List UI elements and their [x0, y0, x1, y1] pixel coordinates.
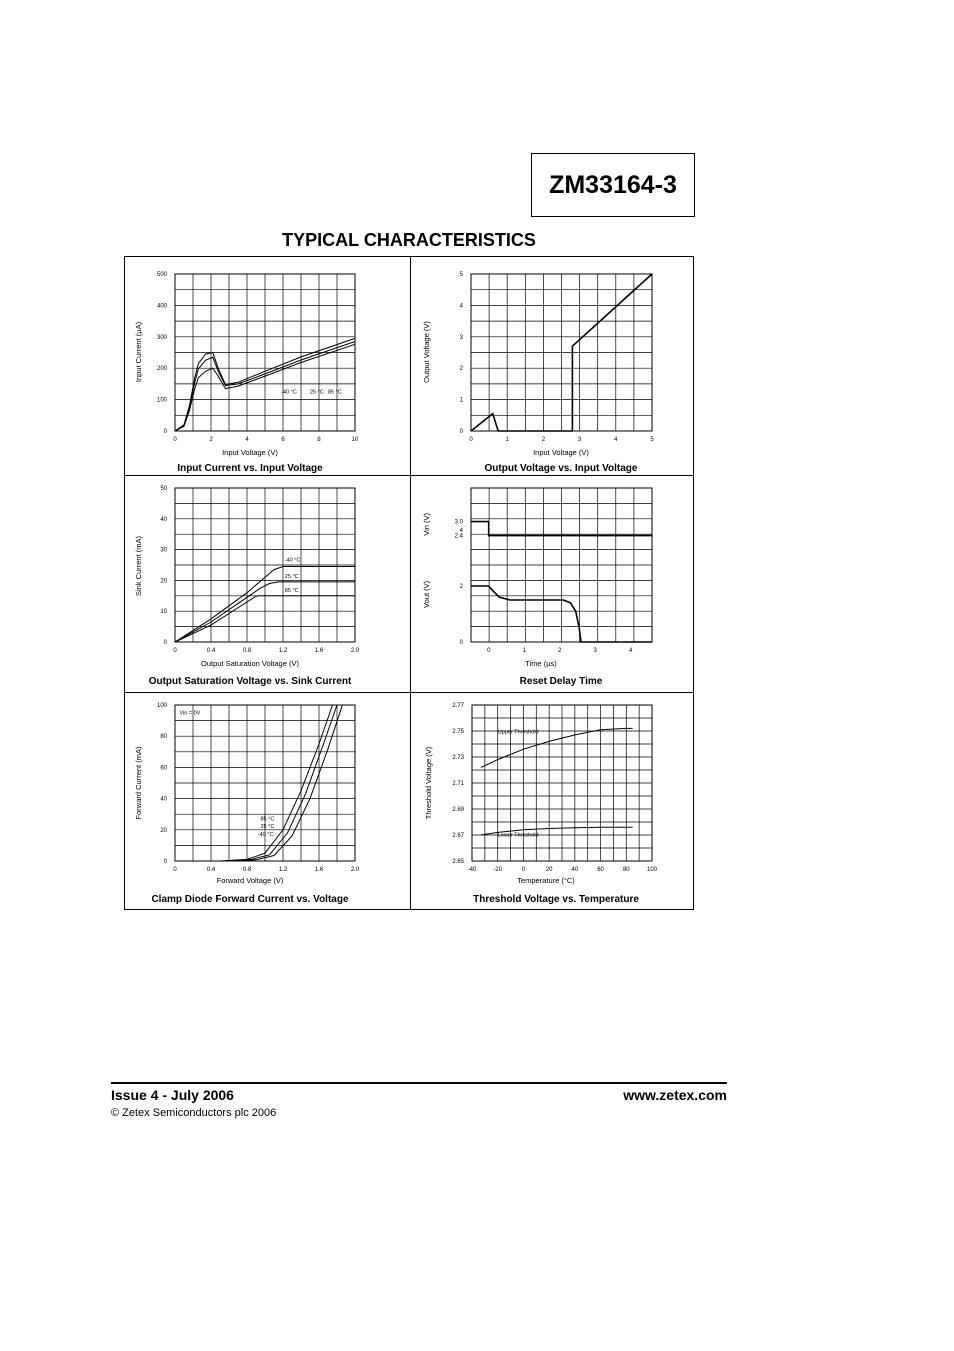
chart-sink-current	[125, 476, 410, 692]
y-tick-label: 30	[160, 547, 167, 554]
y-tick-label: 400	[156, 303, 167, 310]
x-tick-label: 1	[505, 437, 509, 443]
series-annotation: 25 °C	[260, 824, 275, 831]
x-tick-label: 1.6	[314, 648, 324, 654]
y-tick-label: 50	[160, 486, 167, 492]
x-tick-label: 4	[245, 437, 249, 443]
x-tick-label: 0	[521, 867, 526, 873]
y-tick-label: 5	[459, 272, 463, 278]
y-tick-label: 20	[160, 827, 167, 834]
chart-clamp-diode	[125, 693, 410, 909]
chart-grid	[175, 274, 355, 431]
x-tick-label: 0	[173, 648, 177, 654]
x-tick-label: 10	[351, 437, 359, 443]
y-tick-label: 1	[459, 397, 463, 404]
y-axis-label: Forward Current (mA)	[134, 746, 143, 820]
y-axis-label: Sink Current (mA)	[134, 535, 143, 597]
footer-rule	[111, 1082, 727, 1084]
y-tick-label: 4	[459, 303, 463, 310]
x-tick-label: 0.8	[242, 867, 252, 873]
y-tick-label: 2.4	[454, 533, 463, 540]
chart-svg	[125, 693, 410, 909]
figure-grid	[124, 256, 694, 910]
x-tick-label: 5	[650, 437, 654, 443]
y-tick-label: 40	[160, 516, 167, 523]
y-axis-label: Input Current (µA)	[134, 321, 143, 383]
y-tick-label: 4	[459, 528, 463, 534]
chart-caption: Reset Delay Time	[519, 676, 603, 687]
x-tick-label: 3	[577, 437, 582, 443]
chart-caption: Threshold Voltage vs. Temperature	[473, 894, 639, 905]
y-tick-label: 2.67	[452, 833, 464, 839]
x-tick-label: -40	[467, 867, 477, 873]
chart-caption: Input Current vs. Input Voltage	[177, 463, 323, 474]
chart-threshold	[411, 693, 695, 909]
y-tick-label: 2.73	[452, 755, 464, 761]
x-tick-label: 0.4	[206, 867, 216, 873]
x-tick-label: 2	[558, 648, 562, 654]
y-tick-label: 2.75	[452, 729, 464, 735]
y-tick-label: 0	[163, 859, 167, 865]
x-tick-label: 8	[317, 437, 321, 443]
y-tick-label: 2.71	[452, 781, 464, 787]
footer-url: www.zetex.com	[623, 1087, 727, 1103]
footer-issue: Issue 4 - July 2006	[111, 1087, 234, 1103]
x-tick-label: 2.0	[350, 867, 360, 873]
x-tick-label: 4	[629, 648, 633, 654]
series-annotation: Lower Threshold	[497, 832, 539, 839]
x-tick-label: 1	[522, 648, 526, 654]
x-tick-label: 2	[541, 437, 546, 443]
x-tick-label: 6	[281, 437, 285, 443]
y-tick-label: 10	[160, 609, 167, 616]
y-tick-label: 2	[459, 584, 463, 590]
series-annotation: -40 °C	[281, 389, 297, 396]
x-tick-label: 1.2	[278, 648, 288, 654]
x-tick-label: 0	[173, 867, 177, 873]
chart-svg	[411, 693, 695, 909]
chart-output-voltage	[411, 257, 695, 475]
y-tick-label: 60	[160, 765, 167, 772]
y-tick-label: 2	[459, 366, 463, 373]
chart-grid	[175, 488, 355, 642]
chart-caption: Clamp Diode Forward Current vs. Voltage	[151, 894, 349, 905]
chart-input-current	[125, 257, 410, 475]
series-annotation: Upper Threshold	[497, 729, 539, 736]
x-axis-label: Temperature (°C)	[517, 876, 575, 885]
y-axis-label: Threshold Voltage (V)	[424, 746, 433, 820]
x-axis-label: Time (µs)	[525, 659, 557, 668]
series-annotation: 25 °C	[284, 573, 299, 580]
x-tick-label: 0	[173, 437, 177, 443]
y-tick-label: 100	[156, 397, 167, 404]
y-tick-label: 2.77	[452, 703, 464, 709]
y-tick-label: 3.0	[454, 519, 463, 526]
x-tick-label: 80	[622, 867, 630, 873]
x-axis-label: Input Voltage (V)	[533, 448, 589, 457]
x-tick-label: 40	[571, 867, 579, 873]
chart-caption: Output Voltage vs. Input Voltage	[484, 463, 638, 474]
chart-svg	[411, 476, 695, 692]
section-title: TYPICAL CHARACTERISTICS	[282, 230, 536, 250]
y-tick-label: 2.65	[452, 859, 464, 865]
y-axis-label-vout: Vout (V)	[422, 580, 431, 608]
series-annotation: -40 °C	[257, 832, 274, 839]
x-tick-label: 4	[614, 437, 618, 443]
y-tick-label: 3	[459, 334, 463, 341]
y-tick-label: 0	[163, 640, 167, 646]
y-tick-label: 300	[156, 334, 167, 341]
x-axis-label: Input Voltage (V)	[222, 448, 278, 457]
series-annotation: 85 °C	[260, 816, 275, 823]
y-axis-label-vin: Vin (V)	[422, 513, 431, 536]
x-tick-label: 1.6	[314, 867, 324, 873]
series-annotation: -40 °C	[284, 557, 301, 564]
y-tick-label: 0	[163, 429, 167, 435]
y-tick-label: 500	[156, 272, 167, 278]
x-tick-label: -20	[493, 867, 503, 873]
footer-copyright: © Zetex Semiconductors plc 2006	[111, 1107, 277, 1119]
x-axis-label: Forward Voltage (V)	[216, 876, 284, 885]
x-tick-label: 2	[209, 437, 213, 443]
y-tick-label: 80	[160, 734, 167, 741]
x-tick-label: 20	[545, 867, 553, 873]
condition-label: Vin = 0V	[179, 710, 201, 717]
chart-reset-delay	[411, 476, 695, 692]
series-annotation: 85 °C	[328, 389, 342, 396]
x-tick-label: 60	[597, 867, 604, 873]
x-tick-label: 0.8	[242, 648, 252, 654]
part-number-box	[531, 153, 695, 217]
y-tick-label: 100	[156, 703, 167, 709]
series-annotation: 85 °C	[284, 588, 299, 595]
chart-svg	[125, 257, 410, 475]
part-number: ZM33164-3	[549, 171, 677, 199]
x-tick-label: 1.2	[278, 867, 288, 873]
chart-svg	[125, 476, 410, 692]
chart-grid	[471, 488, 652, 642]
x-tick-label: 3	[593, 648, 597, 654]
chart-svg	[411, 257, 695, 475]
y-axis-label: Output Voltage (V)	[422, 321, 431, 383]
y-tick-label: 0	[459, 640, 463, 646]
y-tick-label: 200	[156, 366, 167, 373]
x-tick-label: 100	[646, 867, 658, 873]
y-tick-label: 40	[160, 796, 167, 803]
x-axis-label: Output Saturation Voltage (V)	[201, 659, 299, 668]
x-tick-label: 0	[469, 437, 473, 443]
y-tick-label: 0	[459, 429, 463, 435]
y-tick-label: 2.69	[452, 807, 464, 813]
x-tick-label: 0	[487, 648, 491, 654]
chart-caption: Output Saturation Voltage vs. Sink Current	[148, 676, 352, 687]
x-tick-label: 0.4	[206, 648, 216, 654]
y-tick-label: 20	[160, 578, 167, 585]
x-tick-label: 2.0	[350, 648, 360, 654]
series-annotation: 25 °C	[310, 389, 324, 396]
